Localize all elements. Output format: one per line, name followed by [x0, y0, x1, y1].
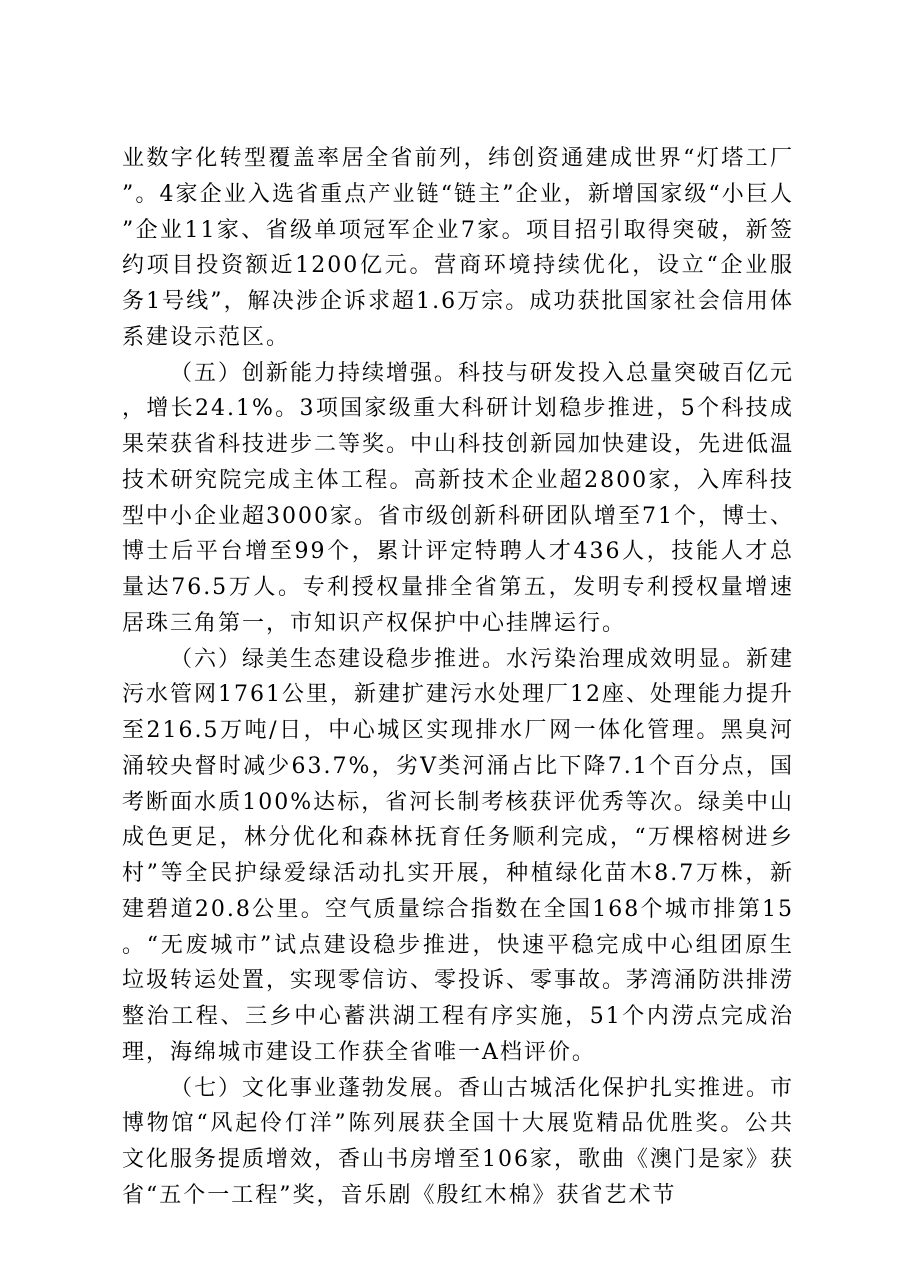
paragraph-innovation: （五）创新能力持续增强。科技与研发投入总量突破百亿元，增长24.1%。3项国家级重大科研计划稳步推进，5个科技成果荣获省科技进步二等奖。中山科技创新园加快建设，先进低温技术研究院完成主体工程。高新技术企业超2800家，入库科技型中小企业超3000家。省市级创新科研团队增至71个，博士、博士后平台增至99个，累计评定特聘人才436人，技能人才总量达76.5万人。专利授权量排全省第五，发明专利授权量增速居珠三角第一，市知识产权保护中心挂牌运行。: [122, 360, 795, 636]
paragraph-culture: （七）文化事业蓬勃发展。香山古城活化保护扎实推进。市博物馆“风起伶仃洋”陈列展获全国十大展览精品优胜奖。公共文化服务提质增效，香山书房增至106家，歌曲《澳门是家》获省“五个一工程”奖，音乐剧《殷红木棉》获省艺术节: [122, 1075, 795, 1208]
document-body: [122, 141, 794, 1214]
paragraph-ecology: （六）绿美生态建设稳步推进。水污染治理成效明显。新建污水管网1761公里，新建扩建污水处理厂12座、处理能力提升至216.5万吨/日，中心城区实现排水厂网一体化管理。黑臭河涌较央督时减少63.7%，劣V类河涌占比下降7.1个百分点，国考断面水质100%达标，省河长制考核获评优秀等次。绿美中山成色更足，林分优化和森林抚育任务顺利完成，“万棵榕树进乡村”等全民护绿爱绿活动扎实开展，种植绿化苗木8.7万株，新建碧道20.8公里。空气质量综合指数在全国168个城市排第15。“无废城市”试点建设稳步推进，快速平稳完成中心组团原生垃圾转运处置，实现零信访、零投诉、零事故。茅湾涌防洪排涝整治工程、三乡中心蓄洪湖工程有序实施，51个内涝点完成治理，海绵城市建设工作获全省唯一A档评价。: [122, 646, 795, 1065]
paragraph-continuation: 业数字化转型覆盖率居全省前列，纬创资通建成世界“灯塔工厂”。4家企业入选省重点产业链“链主”企业，新增国家级“小巨人”企业11家、省级单项冠军企业7家。项目招引取得突破，新签约项目投资额近1200亿元。营商环境持续优化，设立“企业服务1号线”，解决涉企诉求超1.6万宗。成功获批国家社会信用体系建设示范区。: [122, 146, 794, 350]
